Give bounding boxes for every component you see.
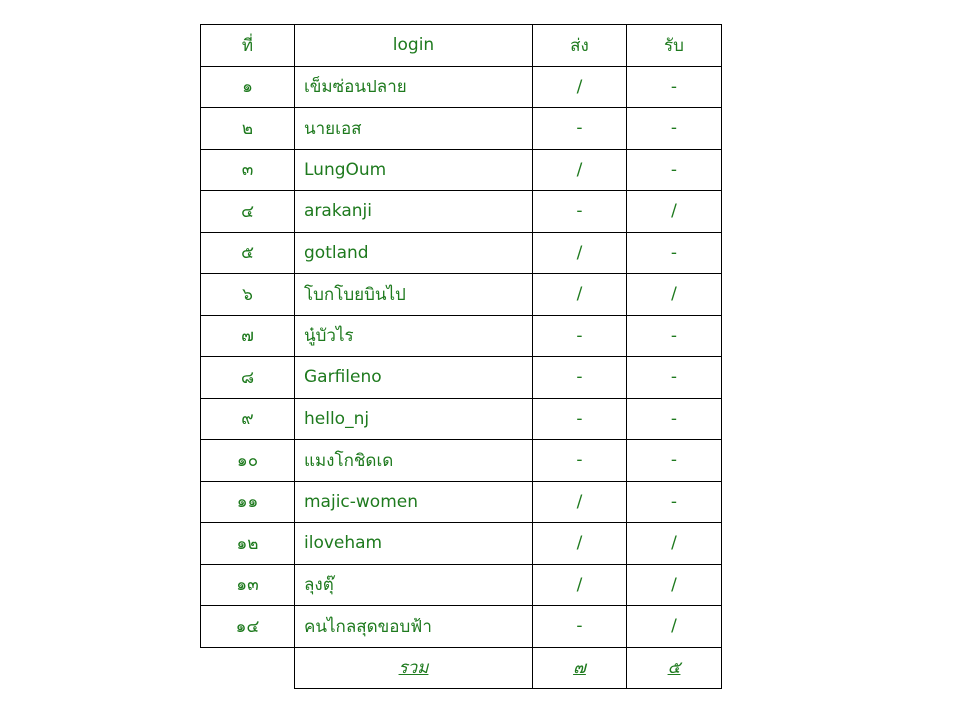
row-login: นายเอส <box>295 108 533 150</box>
row-receive-mark: / <box>627 274 722 316</box>
header-receive: รับ <box>627 25 722 67</box>
row-send-mark: - <box>533 398 627 440</box>
row-number: ๑๐ <box>201 440 295 482</box>
row-login: Garfileno <box>295 357 533 399</box>
row-login: นู๋บัวไร <box>295 315 533 357</box>
login-roster-table <box>200 24 722 689</box>
row-login: iloveham <box>295 523 533 565</box>
header-login: login <box>295 25 533 67</box>
row-send-mark: - <box>533 108 627 150</box>
table-row <box>201 66 722 108</box>
row-login: ลุงตุ๊ <box>295 564 533 606</box>
row-login: majic-women <box>295 481 533 523</box>
table-row <box>201 232 722 274</box>
table-header-row <box>201 25 722 67</box>
row-receive-mark: - <box>627 108 722 150</box>
row-send-mark: / <box>533 274 627 316</box>
row-number: ๖ <box>201 274 295 316</box>
row-send-mark: / <box>533 232 627 274</box>
row-number: ๗ <box>201 315 295 357</box>
row-receive-mark: - <box>627 149 722 191</box>
table-row <box>201 108 722 150</box>
row-login: gotland <box>295 232 533 274</box>
table-row <box>201 481 722 523</box>
row-receive-mark: - <box>627 398 722 440</box>
attendance-sheet <box>200 24 722 689</box>
row-receive-mark: - <box>627 315 722 357</box>
row-receive-mark: / <box>627 191 722 233</box>
row-send-mark: - <box>533 440 627 482</box>
total-label: รวม <box>295 647 533 689</box>
row-number: ๓ <box>201 149 295 191</box>
row-send-mark: / <box>533 66 627 108</box>
table-row <box>201 191 722 233</box>
row-number: ๔ <box>201 191 295 233</box>
table-body <box>201 66 722 647</box>
row-number: ๑๑ <box>201 481 295 523</box>
row-login: arakanji <box>295 191 533 233</box>
row-send-mark: / <box>533 523 627 565</box>
table-row <box>201 440 722 482</box>
row-send-mark: / <box>533 564 627 606</box>
row-receive-mark: - <box>627 232 722 274</box>
header-number: ที่ <box>201 25 295 67</box>
row-number: ๘ <box>201 357 295 399</box>
row-receive-mark: - <box>627 357 722 399</box>
row-number: ๑๓ <box>201 564 295 606</box>
row-send-mark: - <box>533 606 627 648</box>
row-receive-mark: / <box>627 523 722 565</box>
row-number: ๕ <box>201 232 295 274</box>
table-total-row <box>201 647 722 689</box>
row-send-mark: / <box>533 481 627 523</box>
table-row <box>201 606 722 648</box>
row-login: เข็มซ่อนปลาย <box>295 66 533 108</box>
row-send-mark: / <box>533 149 627 191</box>
row-send-mark: - <box>533 315 627 357</box>
total-send: ๗ <box>533 647 627 689</box>
total-spacer <box>201 647 295 689</box>
row-receive-mark: - <box>627 66 722 108</box>
row-login: hello_nj <box>295 398 533 440</box>
row-send-mark: - <box>533 191 627 233</box>
table-row <box>201 398 722 440</box>
row-number: ๑๔ <box>201 606 295 648</box>
row-receive-mark: / <box>627 606 722 648</box>
table-row <box>201 357 722 399</box>
row-number: ๑๒ <box>201 523 295 565</box>
table-row <box>201 564 722 606</box>
row-receive-mark: - <box>627 481 722 523</box>
header-send: ส่ง <box>533 25 627 67</box>
row-receive-mark: / <box>627 564 722 606</box>
total-receive: ๕ <box>627 647 722 689</box>
row-login: แมงโกชิดเด <box>295 440 533 482</box>
row-number: ๒ <box>201 108 295 150</box>
row-send-mark: - <box>533 357 627 399</box>
row-login: LungOum <box>295 149 533 191</box>
row-number: ๙ <box>201 398 295 440</box>
table-row <box>201 149 722 191</box>
row-login: คนไกลสุดขอบฟ้า <box>295 606 533 648</box>
row-login: โบกโบยบินไป <box>295 274 533 316</box>
table-row <box>201 523 722 565</box>
table-row <box>201 315 722 357</box>
row-number: ๑ <box>201 66 295 108</box>
table-row <box>201 274 722 316</box>
row-receive-mark: - <box>627 440 722 482</box>
